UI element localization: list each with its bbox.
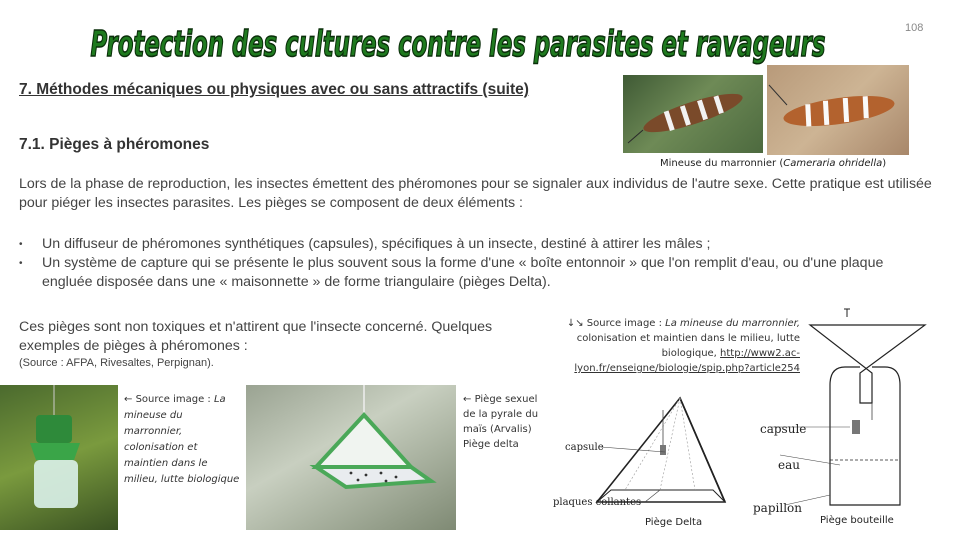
left-arrow-icon: ← [463,394,472,405]
bottle-label-capsule: capsule [760,422,807,436]
page-number: 108 [905,22,924,34]
source-left [124,392,242,488]
source-link[interactable]: http://www2.ac-lyon.fr/enseigne/biologie/spip.php?article254 [574,348,800,374]
source-top [560,316,800,376]
moth-photo-green-leaf [623,75,763,153]
source-top-rest: colonisation et maintien dans le milieu, lutte biologique, [576,333,800,359]
left-arrow-icon: ← [124,394,133,405]
list-item: • Un système de capture qui se présente le plus souvent sous la forme d'une « boîte entonnoir » que l'on remplit d'eau, ou d'une plaque engluée disposée dans une « maisonnette » de forme triangulaire (pièges Delta). [19,254,919,292]
source-left-prefix: Source image : [135,394,214,405]
intro-paragraph: Lors de la phase de reproduction, les insectes émettent des phéromones pour se signaler aux individus de l'autre sexe. Cette pratique est utilisée pour piéger les insectes parasites. Les pièges se composent de deux éléments : [19,176,932,211]
page-title-text: Protection des cultures contre les parasites et ravageurs [90,24,826,65]
source-mid-text: Piège sexuel de la pyrale du maïs (Arvalis) [463,394,539,435]
source-mid-label: Piège delta [463,439,519,450]
delta-label-plates: plaques collantes [553,497,642,508]
down-arrow-icon: ↓↘ [566,318,584,329]
bullet-list [19,235,919,292]
source-left-italic: La mineuse du marronnier, colonisation et maintien dans le milieu, lutte biologique [124,394,240,485]
conclusion-paragraph: Ces pièges sont non toxiques et n'attirent que l'insecte concerné. Quelques exemples de pièges à phéromones : [19,319,493,354]
moth-caption-species: Cameraria ohridella [783,158,883,169]
bottle-caption: Piège bouteille [820,515,894,526]
source-mid [463,392,543,452]
page-title [86,12,831,68]
moth-photo-beige [767,65,909,155]
moth-caption-suffix: ) [882,158,887,169]
source-top-italic: La mineuse du marronnier, [665,318,800,329]
bucket-trap-photo [0,385,118,530]
bottle-label-water: eau [778,458,800,472]
moth-caption-prefix: Mineuse du marronnier ( [660,158,784,169]
bottle-label-moth: papillon [753,501,802,515]
bottle-trap-diagram [753,305,955,530]
moth-caption [660,158,886,169]
source-afpa: (Source : AFPA, Rivesaltes, Perpignan). [19,357,214,369]
delta-caption: Piège Delta [645,517,703,528]
list-item: • Un diffuseur de phéromones synthétiques (capsules), spécifiques à un insecte, destiné à attirer les mâles ; [19,235,919,254]
delta-trap-photo [246,385,456,530]
source-top-prefix: Source image : [586,318,666,329]
section-heading: 7. Méthodes mécaniques ou physiques avec ou sans attractifs (suite) [19,81,529,98]
delta-label-capsule: capsule [565,442,604,453]
subsection-heading: 7.1. Pièges à phéromones [19,136,210,153]
